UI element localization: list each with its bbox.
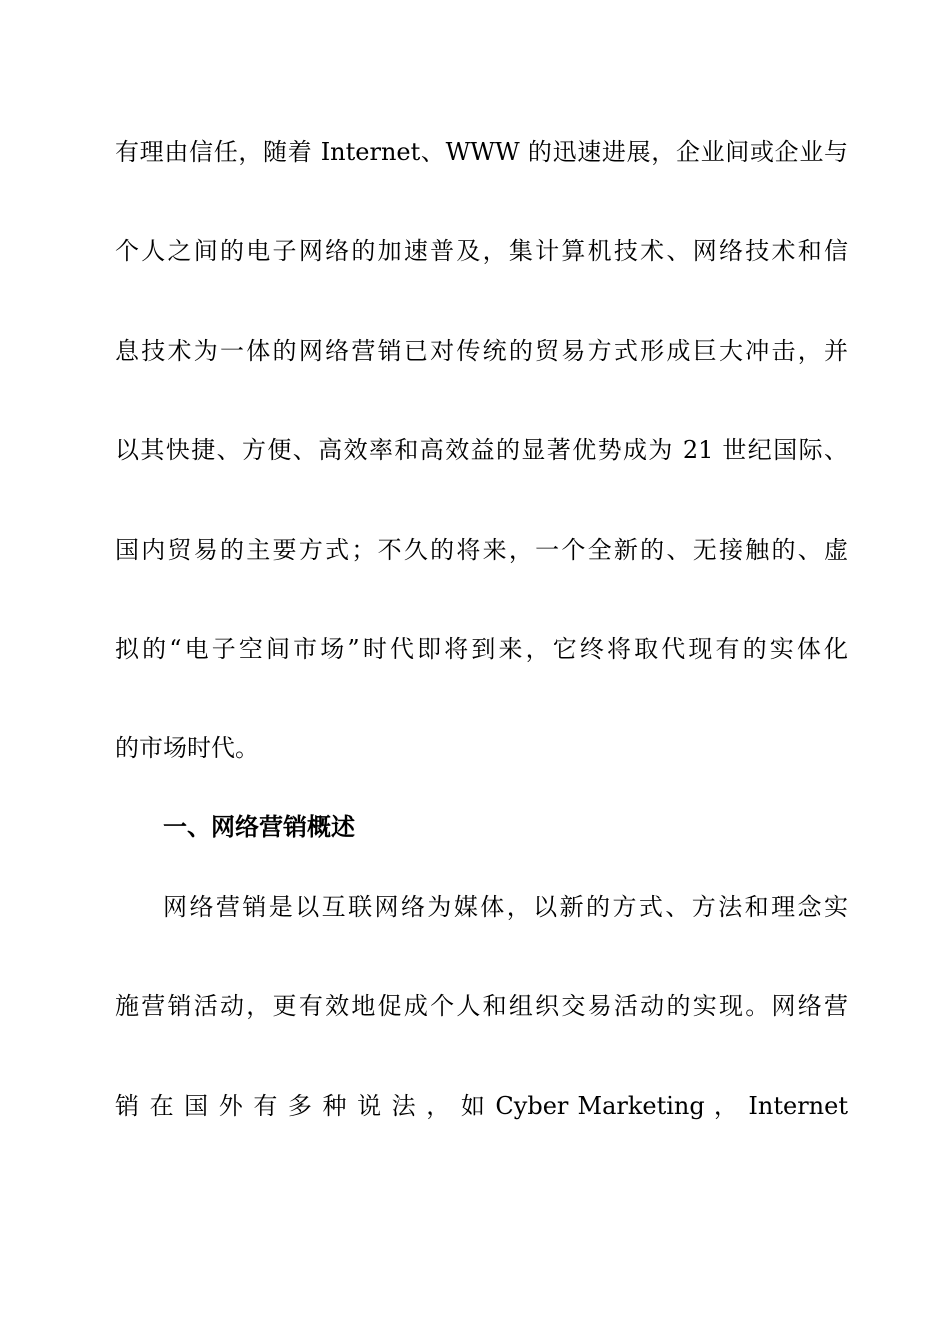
paragraph-2-line-3: 销 在 国 外 有 多 种 说 法 ， 如 Cyber Marketing ， Internet	[115, 1092, 848, 1120]
paragraph-2-line-1: 网络营销是以互联网络为媒体，以新的方式、方法和理念实	[163, 893, 848, 921]
section-heading: 一、网络营销概述	[163, 813, 355, 841]
paragraph-1-line-4: 以其快捷、方便、高效率和高效益的显著优势成为 21 世纪国际、	[115, 436, 848, 464]
paragraph-1-line-3: 息技术为一体的网络营销已对传统的贸易方式形成巨大冲击，并	[115, 337, 848, 365]
paragraph-1-line-5: 国内贸易的主要方式；不久的将来，一个全新的、无接触的、虚	[115, 536, 848, 564]
paragraph-1-line-7: 的市场时代。	[115, 734, 259, 762]
paragraph-2-line-2: 施营销活动，更有效地促成个人和组织交易活动的实现。网络营	[115, 992, 848, 1020]
paragraph-1-line-6: 拟的“电子空间市场”时代即将到来，它终将取代现有的实体化	[115, 635, 848, 663]
paragraph-1-line-2: 个人之间的电子网络的加速普及，集计算机技术、网络技术和信	[115, 237, 848, 265]
paragraph-1-line-1: 有理由信任，随着 Internet、WWW 的迅速进展，企业间或企业与	[115, 138, 848, 166]
